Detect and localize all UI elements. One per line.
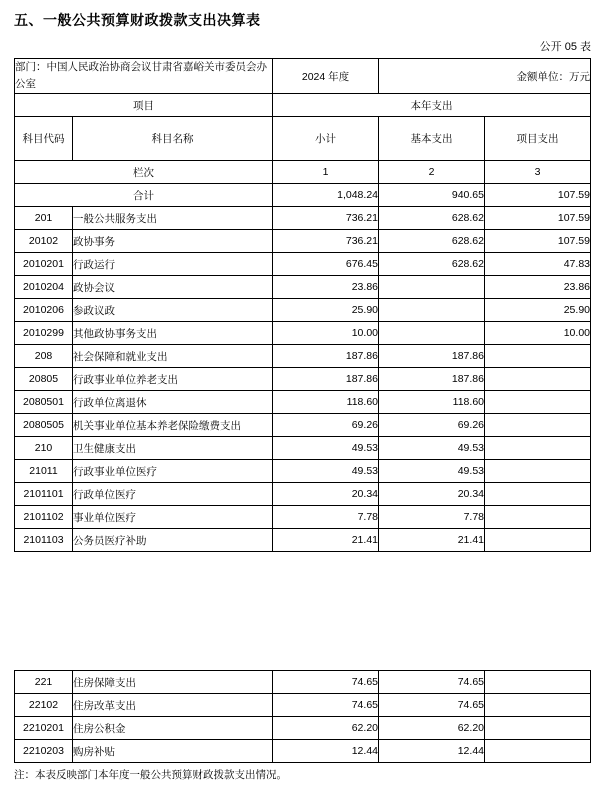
row-name: 参政议政 (73, 299, 273, 322)
column-number-2: 2 (379, 161, 485, 184)
row-subtotal: 62.20 (273, 717, 379, 740)
row-name: 住房公积金 (73, 717, 273, 740)
row-project: 23.86 (485, 276, 591, 299)
table-row (15, 207, 591, 230)
row-code: 2210201 (15, 717, 73, 740)
row-name: 卫生健康支出 (73, 437, 273, 460)
header-columns-row (15, 117, 591, 161)
row-name: 政协事务 (73, 230, 273, 253)
sheet-label: 公开 05 表 (539, 41, 591, 53)
row-name: 行政单位医疗 (73, 483, 273, 506)
row-basic (379, 276, 485, 299)
row-project (485, 529, 591, 552)
column-number-3: 3 (485, 161, 591, 184)
row-name: 一般公共服务支出 (73, 207, 273, 230)
row-name: 公务员医疗补助 (73, 529, 273, 552)
row-name: 事业单位医疗 (73, 506, 273, 529)
row-basic: 62.20 (379, 717, 485, 740)
row-code: 2080505 (15, 414, 73, 437)
department-label: 部门： (15, 61, 47, 73)
row-project (485, 694, 591, 717)
column-number-1: 1 (273, 161, 379, 184)
header-year-expenditure: 本年支出 (273, 94, 591, 117)
row-subtotal: 736.21 (273, 207, 379, 230)
row-project (485, 717, 591, 740)
row-code: 2101102 (15, 506, 73, 529)
row-name: 机关事业单位基本养老保险缴费支出 (73, 414, 273, 437)
total-label: 合计 (15, 184, 273, 207)
row-code: 2101103 (15, 529, 73, 552)
row-subtotal: 118.60 (273, 391, 379, 414)
table-row (15, 345, 591, 368)
row-code: 2010204 (15, 276, 73, 299)
unit-cell: 金额单位：万元 (379, 59, 591, 94)
row-name: 政协会议 (73, 276, 273, 299)
budget-table-part2 (14, 670, 591, 763)
row-project (485, 345, 591, 368)
row-project (485, 368, 591, 391)
row-name: 住房保障支出 (73, 671, 273, 694)
row-basic: 7.78 (379, 506, 485, 529)
row-basic: 118.60 (379, 391, 485, 414)
row-code: 201 (15, 207, 73, 230)
table-note: 注：本表反映部门本年度一般公共预算财政拨款支出情况。 (14, 769, 287, 781)
total-subtotal: 1,048.24 (273, 184, 379, 207)
row-basic: 628.62 (379, 253, 485, 276)
row-basic (379, 322, 485, 345)
row-subtotal: 187.86 (273, 345, 379, 368)
row-code: 2101101 (15, 483, 73, 506)
total-row (15, 184, 591, 207)
row-code: 2210203 (15, 740, 73, 763)
table-row (15, 529, 591, 552)
row-code: 22102 (15, 694, 73, 717)
table-row (15, 368, 591, 391)
row-basic: 187.86 (379, 368, 485, 391)
table-row (15, 671, 591, 694)
row-project (485, 483, 591, 506)
row-name: 行政运行 (73, 253, 273, 276)
row-name: 社会保障和就业支出 (73, 345, 273, 368)
table-row (15, 740, 591, 763)
row-basic (379, 299, 485, 322)
row-project (485, 740, 591, 763)
table-row (15, 230, 591, 253)
table-row (15, 483, 591, 506)
row-project (485, 391, 591, 414)
page-break-gap (14, 552, 591, 670)
row-project (485, 671, 591, 694)
row-project: 25.90 (485, 299, 591, 322)
row-project (485, 460, 591, 483)
row-code: 2010201 (15, 253, 73, 276)
table-row (15, 253, 591, 276)
row-code: 20805 (15, 368, 73, 391)
table-row (15, 299, 591, 322)
table-meta-row (15, 59, 591, 94)
row-project (485, 414, 591, 437)
header-basic: 基本支出 (379, 117, 485, 161)
header-code: 科目代码 (15, 117, 73, 161)
row-subtotal: 74.65 (273, 671, 379, 694)
page-title: 五、一般公共预算财政拨款支出决算表 (14, 12, 261, 28)
row-basic: 12.44 (379, 740, 485, 763)
header-project: 项目支出 (485, 117, 591, 161)
column-label: 栏次 (15, 161, 273, 184)
header-subtotal: 小计 (273, 117, 379, 161)
row-basic: 49.53 (379, 460, 485, 483)
department-cell (15, 59, 273, 94)
row-basic: 628.62 (379, 230, 485, 253)
row-code: 2010206 (15, 299, 73, 322)
row-subtotal: 49.53 (273, 460, 379, 483)
row-subtotal: 736.21 (273, 230, 379, 253)
row-basic: 69.26 (379, 414, 485, 437)
row-basic: 187.86 (379, 345, 485, 368)
row-subtotal: 23.86 (273, 276, 379, 299)
table-row (15, 506, 591, 529)
row-subtotal: 10.00 (273, 322, 379, 345)
total-basic: 940.65 (379, 184, 485, 207)
row-subtotal: 7.78 (273, 506, 379, 529)
row-code: 20102 (15, 230, 73, 253)
row-subtotal: 20.34 (273, 483, 379, 506)
row-code: 210 (15, 437, 73, 460)
row-name: 行政事业单位养老支出 (73, 368, 273, 391)
row-project: 47.83 (485, 253, 591, 276)
row-subtotal: 69.26 (273, 414, 379, 437)
table-row (15, 694, 591, 717)
row-basic: 21.41 (379, 529, 485, 552)
department-name: 中国人民政治协商会议甘肃省嘉峪关市委员会办公室 (15, 61, 267, 90)
row-project (485, 437, 591, 460)
total-project: 107.59 (485, 184, 591, 207)
table-row (15, 322, 591, 345)
row-name: 住房改革支出 (73, 694, 273, 717)
table-row (15, 460, 591, 483)
table-row (15, 717, 591, 740)
row-project: 10.00 (485, 322, 591, 345)
row-name: 行政单位离退休 (73, 391, 273, 414)
row-project: 107.59 (485, 230, 591, 253)
row-subtotal: 21.41 (273, 529, 379, 552)
row-basic: 628.62 (379, 207, 485, 230)
row-subtotal: 49.53 (273, 437, 379, 460)
row-subtotal: 676.45 (273, 253, 379, 276)
row-subtotal: 187.86 (273, 368, 379, 391)
column-number-row (15, 161, 591, 184)
row-name: 购房补贴 (73, 740, 273, 763)
row-code: 21011 (15, 460, 73, 483)
row-code: 221 (15, 671, 73, 694)
row-basic: 74.65 (379, 694, 485, 717)
header-name: 科目名称 (73, 117, 273, 161)
table-row (15, 437, 591, 460)
row-project (485, 506, 591, 529)
row-project: 107.59 (485, 207, 591, 230)
table-row (15, 276, 591, 299)
sheet-label-row (14, 38, 591, 58)
row-basic: 49.53 (379, 437, 485, 460)
row-code: 208 (15, 345, 73, 368)
row-name: 其他政协事务支出 (73, 322, 273, 345)
budget-table-part1 (14, 58, 591, 552)
header-item-group: 项目 (15, 94, 273, 117)
row-basic: 74.65 (379, 671, 485, 694)
row-basic: 20.34 (379, 483, 485, 506)
table-row (15, 414, 591, 437)
row-subtotal: 12.44 (273, 740, 379, 763)
row-code: 2080501 (15, 391, 73, 414)
year-cell: 2024 年度 (273, 59, 379, 94)
table-row (15, 391, 591, 414)
row-subtotal: 25.90 (273, 299, 379, 322)
header-group-row (15, 94, 591, 117)
row-subtotal: 74.65 (273, 694, 379, 717)
row-code: 2010299 (15, 322, 73, 345)
row-name: 行政事业单位医疗 (73, 460, 273, 483)
